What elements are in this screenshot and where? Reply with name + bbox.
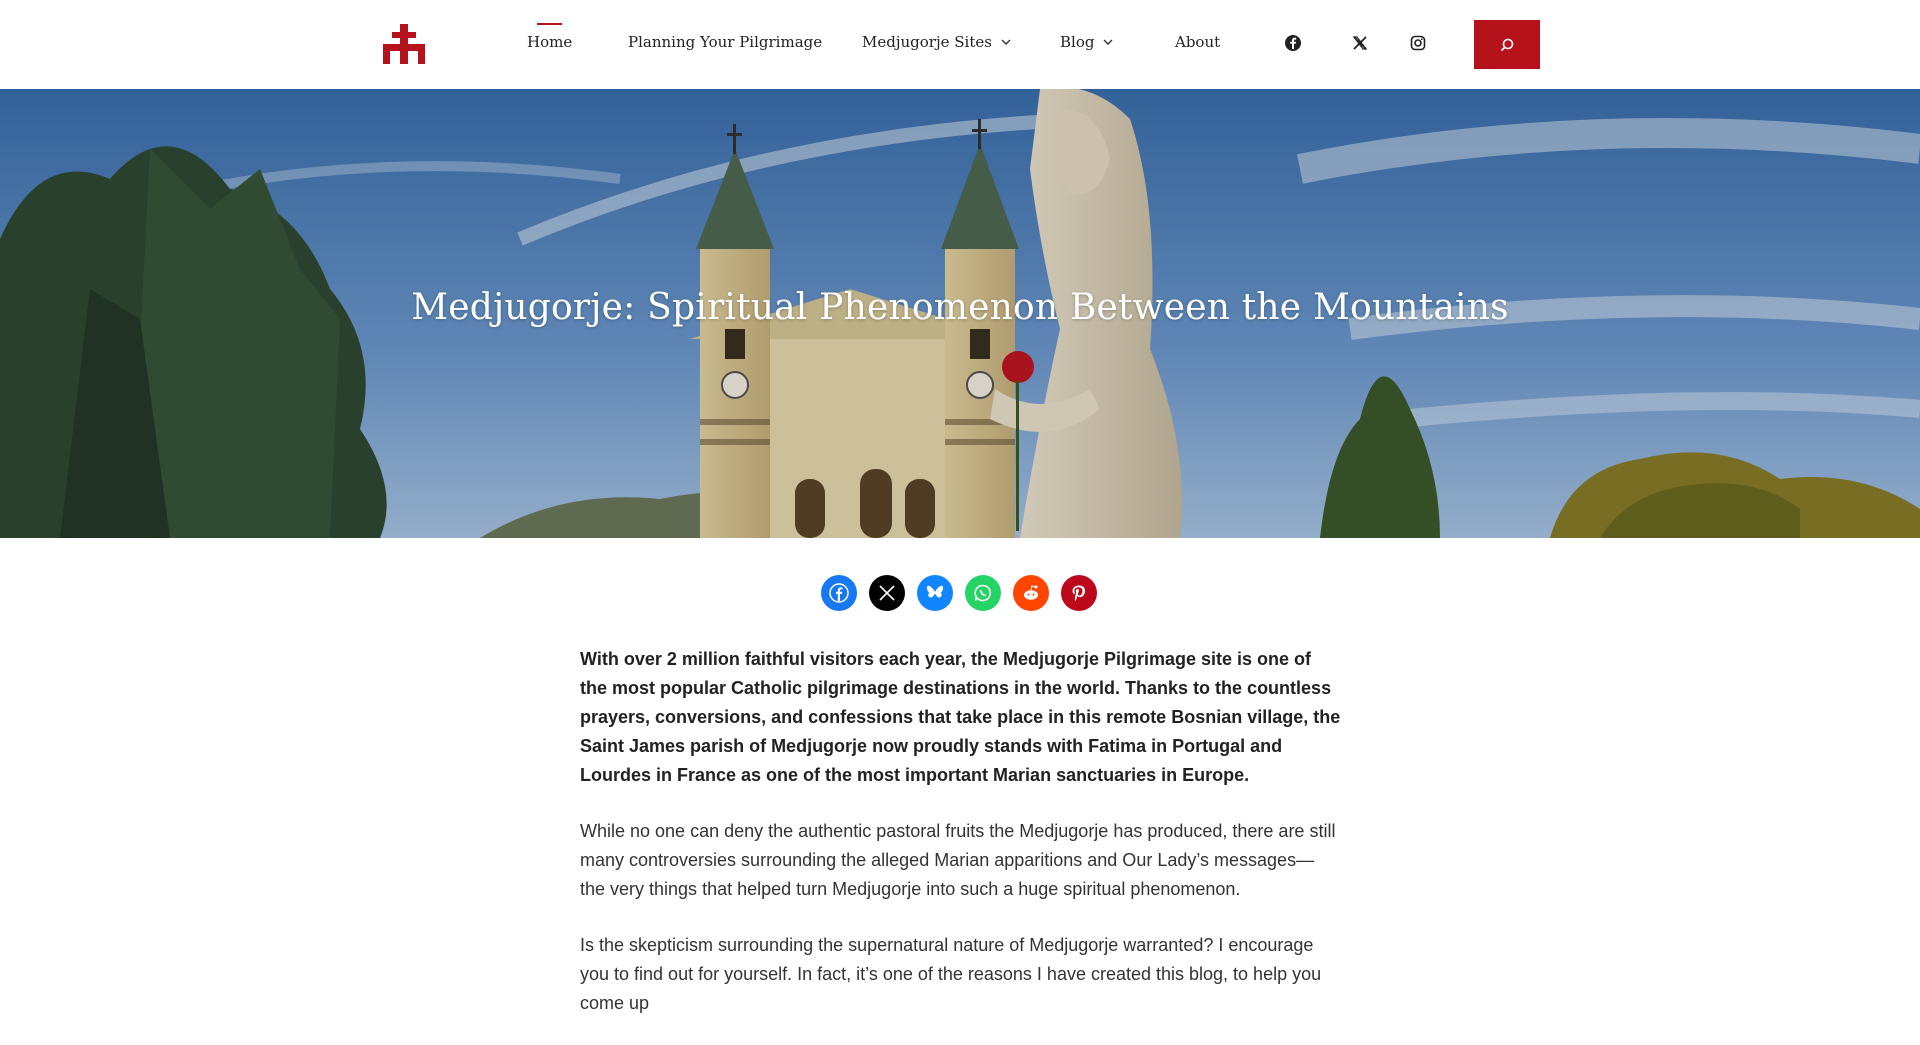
article-body <box>580 645 1342 1045</box>
x-icon <box>877 583 897 603</box>
nav-blog-label: Blog <box>1060 33 1095 51</box>
search-button[interactable] <box>1474 20 1540 69</box>
facebook-icon <box>829 583 849 603</box>
page-title: Medjugorje: Spiritual Phenomenon Between the Mountains <box>411 287 1509 328</box>
article-lead-paragraph: With over 2 million faithful visitors each year, the Medjugorje Pilgrimage site is one of the most popular Catholic pilgrimage destinations in the world. Thanks to the countless prayers, conversions, and confessions that take place in this remote Bosnian village, the Saint James parish of Medjugorje now proudly stands with Fatima in Portugal and Lourdes in France as one of the most important Marian sanctuaries in Europe. <box>580 649 1341 785</box>
x-icon[interactable] <box>1351 34 1369 52</box>
facebook-icon[interactable] <box>1284 34 1302 52</box>
hero-banner <box>0 89 1920 538</box>
reddit-icon <box>1021 583 1041 603</box>
share-buttons <box>821 575 1097 611</box>
share-reddit-button[interactable] <box>1013 575 1049 611</box>
nav-about-label: About <box>1175 33 1221 51</box>
whatsapp-icon <box>973 583 993 603</box>
nav-home[interactable] <box>527 33 572 51</box>
instagram-icon[interactable] <box>1409 34 1427 52</box>
nav-medjugorje-sites-label: Medjugorje Sites <box>862 33 992 51</box>
nav-planning-label: Planning Your Pilgrimage <box>628 33 823 51</box>
bluesky-icon <box>925 583 945 603</box>
chevron-down-icon <box>1102 36 1114 48</box>
share-whatsapp-button[interactable] <box>965 575 1001 611</box>
nav-blog[interactable] <box>1060 33 1114 51</box>
search-icon <box>1499 37 1515 53</box>
nav-medjugorje-sites[interactable] <box>862 33 1012 51</box>
share-bluesky-button[interactable] <box>917 575 953 611</box>
share-x-button[interactable] <box>869 575 905 611</box>
nav-about[interactable] <box>1175 33 1220 51</box>
nav-home-label: Home <box>527 33 573 51</box>
share-facebook-button[interactable] <box>821 575 857 611</box>
share-pinterest-button[interactable] <box>1061 575 1097 611</box>
article-paragraph: Is the skepticism surrounding the supernatural nature of Medjugorje warranted? I encourage you to find out for yourself. In fact, it’s one of the reasons I have created this blog, to help you come up <box>580 935 1322 1013</box>
chevron-down-icon <box>1000 36 1012 48</box>
site-header <box>0 0 1920 89</box>
article-paragraph: While no one can deny the authentic pastoral fruits the Medjugorje has produced, there are still many controversies surrounding the alleged Marian apparitions and Our Lady’s messages— the very things that helped turn Medjugorje into such a huge spiritual phenomenon. <box>580 821 1336 899</box>
pinterest-icon <box>1069 583 1089 603</box>
nav-planning[interactable] <box>628 33 822 51</box>
main-nav <box>0 0 1920 89</box>
